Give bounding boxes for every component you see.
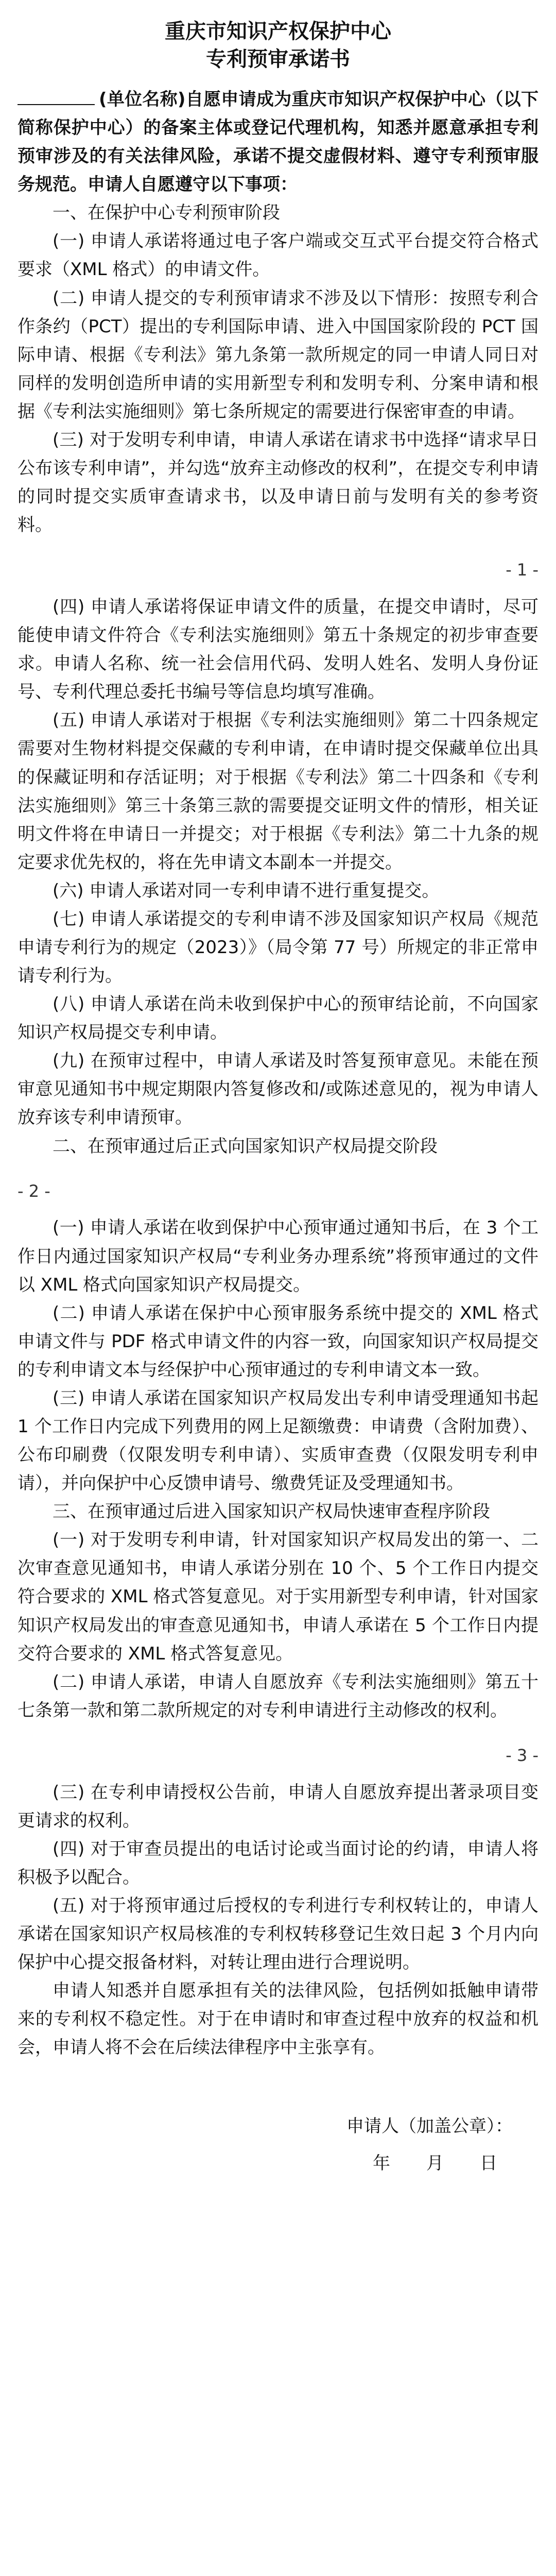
closing-paragraph: 申请人知悉并自愿承担有关的法律风险，包括例如抵触申请带来的专利权不稳定性。对于在申请时和审查过程中放弃的权益和机会，申请人将不会在后续法律程序中主张享有。 [18, 1980, 538, 2058]
s1-item-9: (九) 在预审过程中，申请人承诺及时答复预审意见。未能在预审意见通知书中规定期限内答复修改和/或陈述意见的，视为申请人放弃该专利申请预审。 [18, 1050, 538, 1128]
s3-item-4: (四) 对于审查员提出的电话讨论或当面讨论的约请，申请人将积极予以配合。 [18, 1838, 538, 1888]
s1-item-4: (四) 申请人承诺将保证申请文件的质量，在提交申请时，尽可能使申请文件符合《专利法实施细则》第五十条规定的初步审查要求。申请人名称、统一社会信用代码、发明人姓名、发明人身份证号、专利代理总委托书编号等信息均填写准确。 [18, 597, 538, 703]
signature-label: 申请人（加盖公章）： [346, 2116, 513, 2137]
date-day: 日 [480, 2153, 497, 2174]
title-line-1: 重庆市知识产权保护中心 [165, 20, 391, 43]
s1-item-2: (二) 申请人提交的专利预审请求不涉及以下情形：按照专利合作条约（PCT）提出的专利国际申请、进入中国国家阶段的 PCT 国际申请、根据《专利法》第九条第一款所规定的同一申请人同日对同样的发明创造所申请的实用新型专利和发明专利、分案申请和根据《专利法实施细则》第七条所规定的需要进行保密审查的申请。 [18, 287, 538, 422]
date-year: 年 [373, 2153, 390, 2174]
s2-item-3: (三) 申请人承诺在国家知识产权局发出专利申请受理通知书起 1 个工作日内完成下列费用的网上足额缴费：申请费（含附加费）、公布印刷费（仅限发明专利申请）、实质审查费（仅限发明专利申请），并向保护中心反馈申请号、缴费凭证及受理通知书。 [18, 1387, 538, 1494]
section3-heading: 三、在预审通过后进入国家知识产权局快速审查程序阶段 [53, 1501, 490, 1522]
s1-item-8: (八) 申请人承诺在尚未收到保护中心的预审结论前，不向国家知识产权局提交专利申请。 [18, 994, 538, 1043]
s3-item-5: (五) 对于将预审通过后授权的专利进行专利权转让的，申请人承诺在国家知识产权局核准的专利权转移登记生效日起 3 个月内向保护中心提交报备材料，对转让理由进行合理说明。 [18, 1895, 538, 1973]
intro-paragraph [18, 86, 538, 199]
s3-item-1: (一) 对于发明专利申请，针对国家知识产权局发出的第一、二次审查意见通知书，申请人承诺分别在 10 个、5 个工作日内提交符合要求的 XML 格式答复意见。对于实用新型专利申请，针对国家知识产权局发出的审查意见通知书，申请人承诺在 5 个工作日内提交符合要求的 XML 格式答复意见。 [18, 1530, 538, 1664]
page-number-3: - 3 - [506, 1745, 538, 1765]
s1-item-1: (一) 申请人承诺将通过电子客户端或交互式平台提交符合格式要求（XML 格式）的申请文件。 [18, 231, 538, 280]
signature-block [18, 2108, 538, 2182]
s2-item-1: (一) 申请人承诺在收到保护中心预审通过通知书后，在 3 个工作日内通过国家知识产权局“专利业务办理系统”将预审通过的文件以 XML 格式向国家知识产权局提交。 [18, 1217, 538, 1295]
unit-label: (单位名称) [99, 89, 186, 110]
intro-text: 自愿申请成为重庆市知识产权保护中心（以下简称保护中心）的备案主体或登记代理机构，知悉并愿意承担专利预审涉及的有关法律风险，承诺不提交虚假材料、遵守专利预审服务规范。申请人自愿遵守以下事项： [18, 89, 539, 195]
title-line-2: 专利预审承诺书 [206, 47, 350, 71]
page-number-1: - 1 - [506, 560, 538, 580]
s2-item-2: (二) 申请人承诺在保护中心预审服务系统中提交的 XML 格式申请文件与 PDF 格式申请文件的内容一致，向国家知识产权局提交的专利申请文本与经保护中心预审通过的专利申请文本一致。 [18, 1302, 538, 1380]
page-number-2: - 2 - [18, 1181, 50, 1201]
s1-item-5: (五) 申请人承诺对于根据《专利法实施细则》第二十四条规定需要对生物材料提交保藏的专利申请，在申请时提交保藏单位出具的保藏证明和存活证明；对于根据《专利法》第二十四条和《专利法实施细则》第三十条第三款的需要提交证明文件的情形，相关证明文件将在申请日一并提交；对于根据《专利法》第二十九条的规定要求优先权的，将在先申请文本副本一并提交。 [18, 710, 538, 873]
date-month: 月 [426, 2153, 444, 2174]
unit-name-blank [18, 87, 95, 105]
s1-item-3: (三) 对于发明专利申请，申请人承诺在请求书中选择“请求早日公布该专利申请”，并勾选“放弃主动修改的权利”，在提交专利申请的同时提交实质审查请求书，以及申请日前与发明有关的参考资料。 [18, 429, 538, 536]
s1-item-7: (七) 申请人承诺提交的专利申请不涉及国家知识产权局《规范申请专利行为的规定（2023）》（局令第 77 号）所规定的非正常申请专利行为。 [18, 908, 538, 987]
section1-heading: 一、在保护中心专利预审阶段 [53, 202, 280, 224]
signature-date [18, 2145, 513, 2182]
section2-heading: 二、在预审通过后正式向国家知识产权局提交阶段 [53, 1136, 438, 1157]
s1-item-6: (六) 申请人承诺对同一专利申请不进行重复提交。 [53, 880, 440, 901]
document-body [0, 73, 556, 2182]
s3-item-3: (三) 在专利申请授权公告前，申请人自愿放弃提出著录项目变更请求的权利。 [18, 1782, 538, 1831]
document-title [0, 0, 556, 73]
s3-item-2: (二) 申请人承诺，申请人自愿放弃《专利法实施细则》第五十七条第一款和第二款所规定的对专利申请进行主动修改的权利。 [18, 1671, 538, 1721]
